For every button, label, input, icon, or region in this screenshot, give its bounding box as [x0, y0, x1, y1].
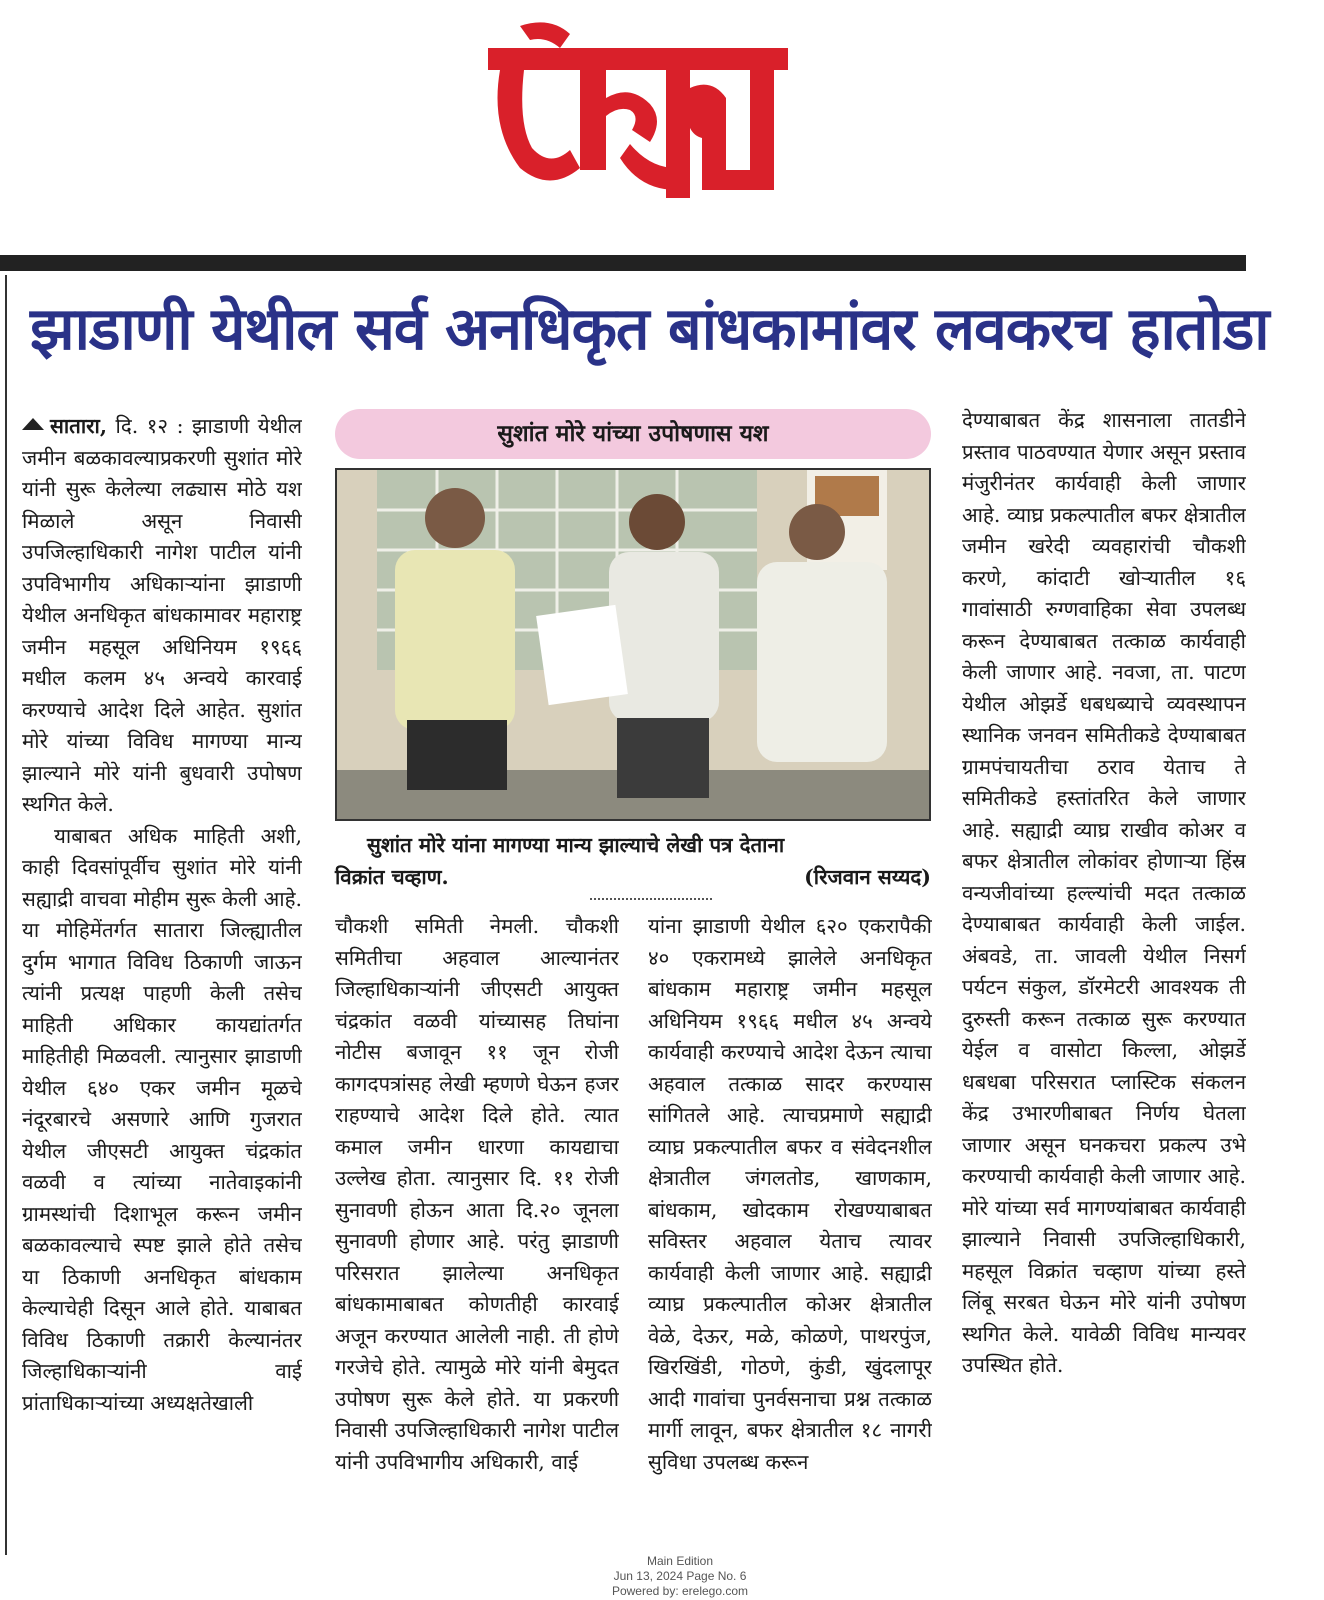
- masthead: [0, 0, 1324, 250]
- newspaper-logo: [480, 18, 810, 198]
- photo-icon: [337, 470, 931, 821]
- caption-line-2: विक्रांत चव्हाण.: [335, 864, 449, 889]
- article-column-1: [22, 411, 302, 1551]
- article-photo: [335, 468, 931, 821]
- triangle-bullet-icon: [22, 418, 44, 430]
- headline: झाडाणी येथील सर्व अनधिकृत बांधकामांवर लवकरच हातोडा: [30, 294, 1269, 363]
- photo-caption: [335, 830, 931, 894]
- article-column-4: [962, 405, 1246, 1555]
- edition-footer: [560, 1554, 800, 1599]
- article-paragraph: चौकशी समिती नेमली. चौकशी समितीचा अहवाल आल्यानंतर जिल्हाधिकाऱ्यांनी जीएसटी आयुक्त चंद्रकांत वळवी यांच्यासह तिघांना नोटीस बजावून ११ जून रोजी कागदपत्रांसह लेखी म्हणणे घेऊन हजर राहण्याचे आदेश दिले होते. त्यात कमाल जमीन धारणा कायद्याचा उल्लेख होता. त्यानुसार दि. ११ रोजी सुनावणी होऊन आता दि.२० जूनला सुनावणी होणार आहे. परंतु झाडाणी परिसरात झालेल्या अनधिकृत बांधकामाबाबत कोणतीही कारवाई अजून करण्यात आलेली नाही. ती होणे गरजेचे होते. त्यामुळे मोरे यांनी बेमुदत उपोषण सुरू केले होते. या प्रकरणी निवासी उपजिल्हाधिकारी नागेश पाटील यांनी उपविभागीय अधिकारी, वाई: [335, 914, 619, 1474]
- dateline: सातारा,: [50, 414, 107, 438]
- kicker-subheading: सुशांत मोरे यांच्या उपोषणास यश: [335, 409, 931, 459]
- powered-by: Powered by: erelego.com: [611, 1584, 749, 1598]
- article-paragraph: याबाबत अधिक माहिती अशी, काही दिवसांपूर्वीच सुशांत मोरे यांनी सह्याद्री वाचवा मोहीम सुरू केली आहे. या मोहिमेंतर्गत सातारा जिल्ह्यातील दुर्गम भागात विविध ठिकाणी जाऊन त्यांनी प्रत्यक्ष पाहणी केली तसेच माहिती अधिकार कायद्यांतर्गत माहितीही मिळवली. त्यानुसार झाडाणी येथील ६४० एकर जमीन मूळचे नंदूरबारचे असणारे आणि गुजरात येथील जीएसटी आयुक्त चंद्रकांत वळवी व त्यांच्या नातेवाइकांनी ग्रामस्थांची दिशाभूल करून जमीन बळकावल्याचे स्पष्ट झाले होते तसेच या ठिकाणी अनधिकृत बांधकाम केल्याचेही दिसून आले होते. याबाबत विविध ठिकाणी तक्रारी केल्यानंतर जिल्हाधिकाऱ्यांनी वाई प्रांताधिकाऱ्यांच्या अध्यक्षतेखाली: [22, 823, 302, 1415]
- article-paragraph: देण्याबाबत केंद्र शासनाला तातडीने प्रस्ताव पाठवण्यात येणार असून प्रस्ताव मंजुरीनंतर कार्यवाही केली जाणार आहे. व्याघ्र प्रकल्पातील बफर क्षेत्रातील जमीन खरेदी व्यवहारांची चौकशी करणे, कांदाटी खोऱ्यातील १६ गावांसाठी रुग्णवाहिका सेवा उपलब्ध करून देण्याबाबत तत्काळ कार्यवाही केली जाणार आहे. नवजा, ता. पाटण येथील ओझर्डे धबधब्याचे व्यवस्थापन स्थानिक जनवन समितीकडे देण्याबाबत ग्रामपंचायतीचा ठराव येताच ते समितीकडे हस्तांतरित केले जाणार आहे. सह्याद्री व्याघ्र राखीव कोअर व बफर क्षेत्रातील लोकांवर होणाऱ्या हिंस्र वन्यजीवांच्या हल्ल्यांची मदत तत्काळ देण्याबाबत कार्यवाही केली जाईल. अंबवडे, ता. जावली येथील निसर्ग पर्यटन संकुल, डॉरमेटरी आवश्यक ती दुरुस्ती करून तत्काळ सुरू करण्यात येईल व वासोटा किल्ला, ओझर्डे धबधबा परिसरात प्लास्टिक संकलन केंद्र उभारणीबाबत निर्णय घेतला जाणार असून घनकचरा प्रकल्प उभे करण्याची कार्यवाही केली जाणार आहे. मोरे यांच्या सर्व मागण्यांबाबत कार्यवाही झाल्याने निवासी उपजिल्हाधिकारी, महसूल विक्रांत चव्हाण यांच्या हस्ते लिंबू सरबत घेऊन मोरे यांनी उपोषण स्थगित केले. यावेळी विविध मान्यवर उपस्थित होते.: [962, 408, 1246, 1377]
- article-text: झाडाणी येथील जमीन बळकावल्याप्रकरणी सुशांत मोरे यांनी सुरू केलेल्या लढ्यास मोठे यश मिळाले असून निवासी उपजिल्हाधिकारी नागेश पाटील यांनी उपविभागीय अधिकाऱ्यांना झाडाणी येथील अनधिकृत बांधकामावर महाराष्ट्र जमीन महसूल अधिनियम १९६६ मधील कलम ४५ अन्वये कारवाई करण्याचे आदेश दिले आहेत. सुशांत मोरे यांच्या विविध मागण्या मान्य झाल्याने मोरे यांनी बुधवारी उपोषण स्थगित केले.: [22, 414, 302, 816]
- edition-date-page: Jun 13, 2024 Page No. 6: [613, 1569, 747, 1583]
- article-column-2: [335, 911, 619, 1551]
- header-rule: [0, 255, 1246, 271]
- article-paragraph: यांना झाडाणी येथील ६२० एकरापैकी ४० एकरामध्ये झालेले अनधिकृत बांधकाम महाराष्ट्र जमीन महसूल अधिनियम १९६६ मधील ४५ अन्वये कार्यवाही करण्याचे आदेश देऊन त्याचा अहवाल तत्काळ सादर करण्यास सांगितले आहे. त्याचप्रमाणे सह्याद्री व्याघ्र प्रकल्पातील बफर व संवेदनशील क्षेत्रातील जंगलतोड, खाणकाम, बांधकाम, खोदकाम रोखण्याबाबत सविस्तर अहवाल येताच त्यावर कार्यवाही केली जाणार आहे. सह्याद्री व्याघ्र प्रकल्पातील कोअर क्षेत्रातील वेळे, देऊर, मळे, कोळणे, पाथरपुंज, खिरखिंडी, गोठणे, कुंडी, खुंदलापूर आदी गावांचा पुनर्वसनाचा प्रश्न तत्काळ मार्गी लावून, बफर क्षेत्रातील १८ नागरी सुविधा उपलब्ध करून: [648, 914, 932, 1474]
- article-paragraph: [22, 411, 302, 821]
- edition-name: Main Edition: [646, 1554, 714, 1568]
- article-date: दि. १२ :: [115, 414, 184, 438]
- left-border-rule: [5, 275, 7, 1555]
- caption-line-1: सुशांत मोरे यांना मागण्या मान्य झाल्याचे लेखी पत्र देताना: [367, 833, 785, 857]
- article-column-3: [648, 911, 932, 1551]
- caption-line-2-row: [335, 862, 931, 894]
- photo-credit: (रिजवान सय्यद): [804, 864, 931, 889]
- caption-separator: [590, 898, 712, 900]
